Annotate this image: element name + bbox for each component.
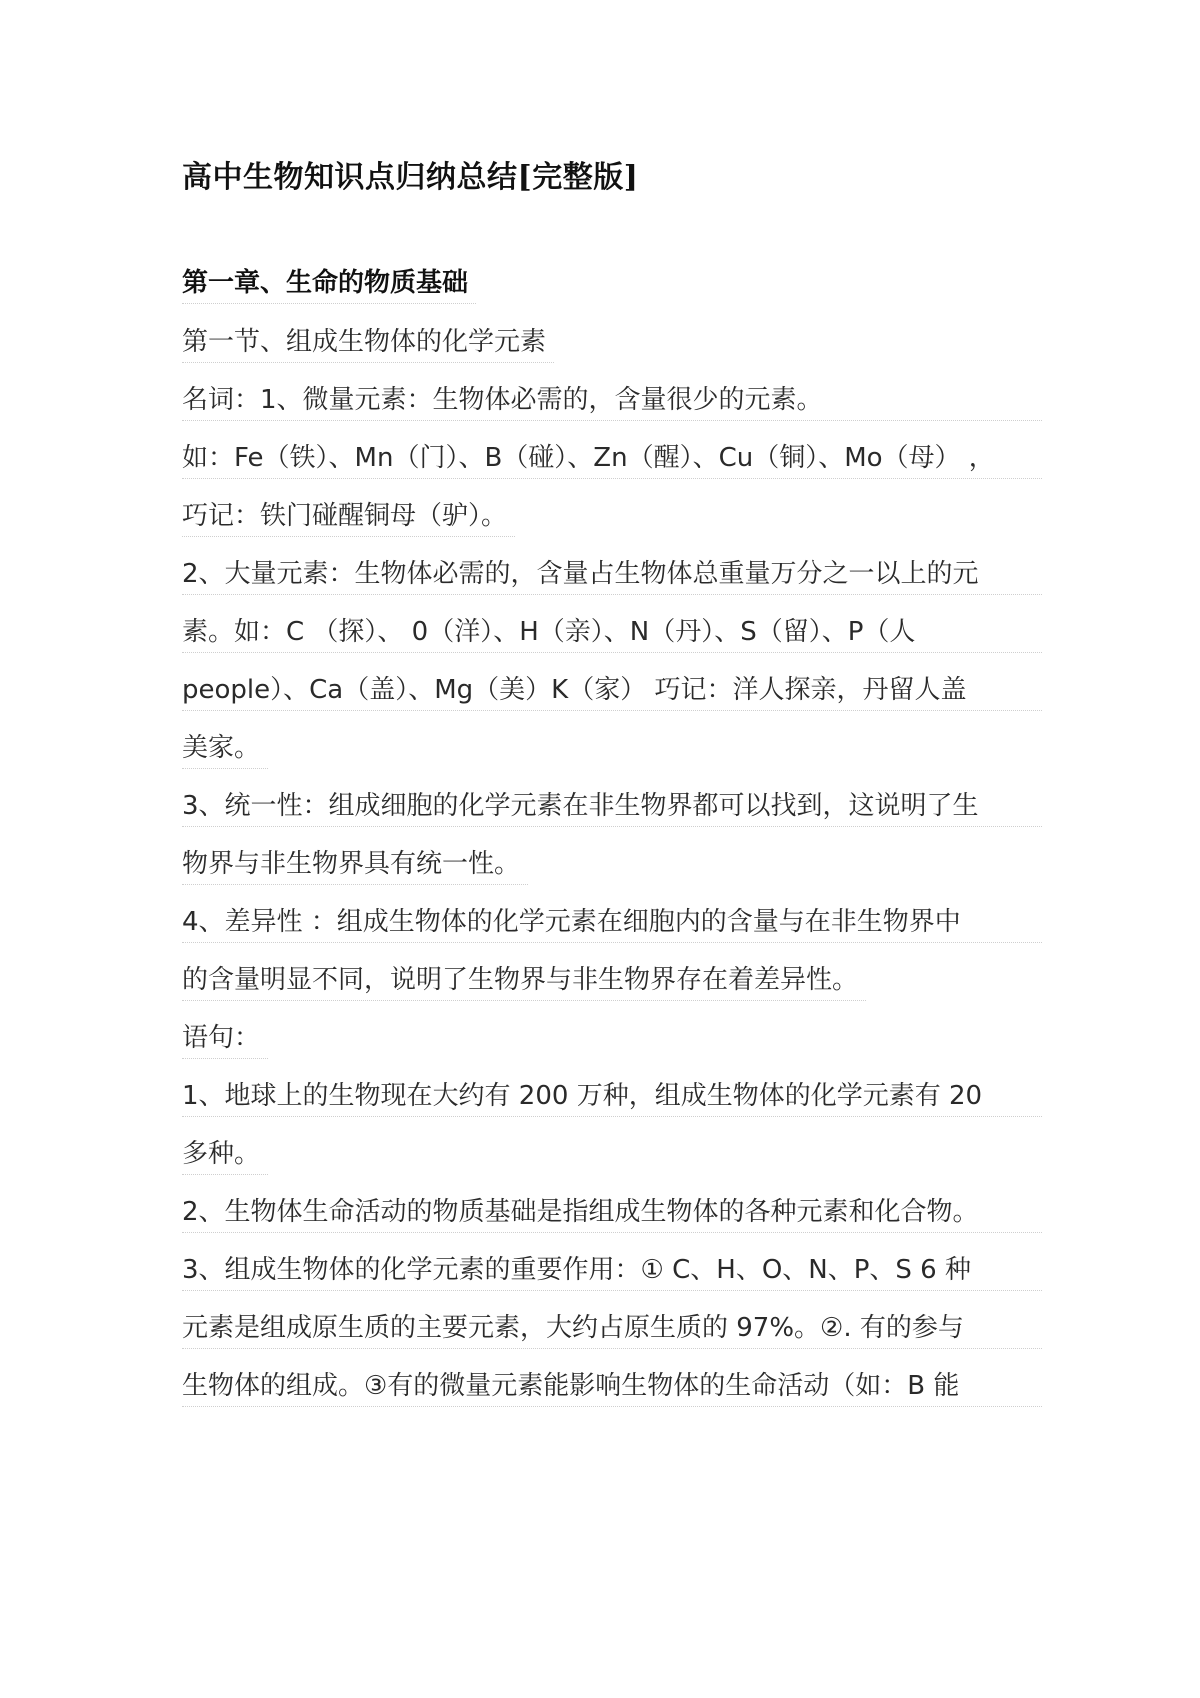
text-line: 物界与非生物界具有统一性。 (182, 844, 528, 885)
chapter-heading: 第一章、生命的物质基础 (182, 263, 476, 304)
text-line: 的含量明显不同，说明了生物界与非生物界存在着差异性。 (182, 960, 866, 1001)
document-title: 高中生物知识点归纳总结[完整版] (182, 160, 639, 195)
text-line: 名词：1、微量元素：生物体必需的，含量很少的元素。 (182, 380, 1042, 421)
text-line: 4、差异性 ：组成生物体的化学元素在细胞内的含量与在非生物界中 (182, 902, 1042, 943)
text-line: 美家。 (182, 728, 268, 769)
text-line: 3、统一性：组成细胞的化学元素在非生物界都可以找到，这说明了生 (182, 786, 1042, 827)
text-line: 元素是组成原生质的主要元素，大约占原生质的 97%。②. 有的参与 (182, 1308, 1042, 1349)
text-line: 如：Fe（铁）、Mn（门）、B（碰）、Zn（醒）、Cu（铜）、Mo（母） ， (182, 438, 1042, 479)
text-line: 素。如：C （探）、 0（洋）、H（亲）、N（丹）、S（留）、P（人 (182, 612, 1042, 653)
text-line: 1、地球上的生物现在大约有 200 万种，组成生物体的化学元素有 20 (182, 1076, 1042, 1117)
text-line: 生物体的组成。③有的微量元素能影响生物体的生命活动（如：B 能 (182, 1366, 1042, 1407)
text-line: people）、Ca（盖）、Mg（美）K（家） 巧记：洋人探亲，丹留人盖 (182, 670, 1042, 711)
text-line: 多种。 (182, 1134, 268, 1175)
text-line: 2、生物体生命活动的物质基础是指组成生物体的各种元素和化合物。 (182, 1192, 1042, 1233)
text-line: 3、组成生物体的化学元素的重要作用：① C、H、O、N、P、S 6 种 (182, 1250, 1042, 1291)
text-line: 巧记：铁门碰醒铜母（驴）。 (182, 496, 515, 537)
subheading-sentences: 语句： (182, 1018, 268, 1059)
section-heading: 第一节、组成生物体的化学元素 (182, 322, 554, 363)
text-line: 2、大量元素：生物体必需的，含量占生物体总重量万分之一以上的元 (182, 554, 1042, 595)
